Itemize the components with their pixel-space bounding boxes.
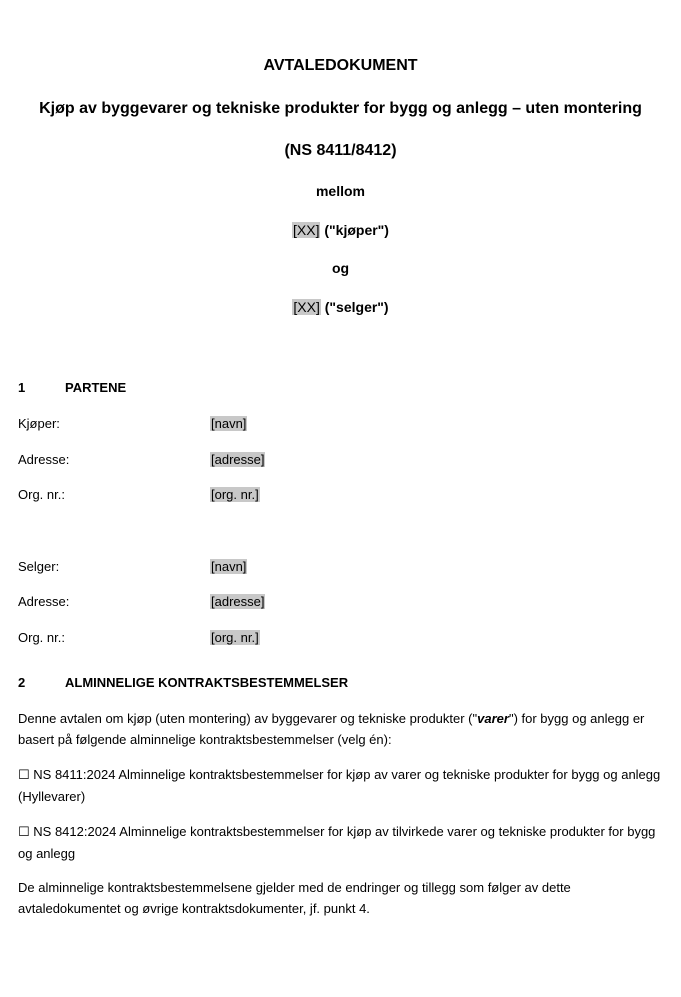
- section2-closing: De alminnelige kontraktsbestemmelsene gjelder med de endringer og tillegg som følger av dette avtaledokumentet og øvrige kontraktsdokumenter, jf. punkt 4.: [18, 880, 571, 916]
- document-subtitle: Kjøp av byggevarer og tekniske produkter for bygg og anlegg – uten montering: [39, 100, 642, 117]
- seller-org-row: [18, 630, 260, 645]
- seller-name-row: [18, 559, 247, 574]
- intro-text-after: ") for bygg og anlegg er basert på følgende alminnelige kontraktsbestemmelser (velg én):: [18, 711, 645, 747]
- party2-line: [0, 299, 681, 315]
- buyer-org-row: [18, 487, 260, 502]
- seller-address-label: Adresse:: [18, 594, 70, 609]
- section2-heading: [18, 675, 348, 690]
- party1-role: ("kjøper"): [320, 222, 389, 238]
- party2-role: ("selger"): [320, 299, 389, 315]
- section2-title: ALMINNELIGE KONTRAKTSBESTEMMELSER: [65, 675, 349, 690]
- party1-line: [0, 222, 681, 238]
- buyer-name-label: Kjøper:: [18, 416, 60, 431]
- seller-address-row: [18, 594, 265, 609]
- intro-text-before: Denne avtalen om kjøp (uten montering) av byggevarer og tekniske produkter (": [18, 711, 478, 726]
- buyer-address-row: [18, 452, 265, 467]
- section1-number: 1: [18, 380, 26, 395]
- seller-name-field[interactable]: [navn]: [211, 559, 247, 574]
- option-ns8412: [18, 821, 664, 864]
- ns8412-checkbox[interactable]: ☐: [18, 825, 30, 840]
- ns8411-option-text: NS 8411:2024 Alminnelige kontraktsbestemmelser for kjøp av varer og tekniske produkter for bygg og anlegg (Hyllevarer): [18, 767, 661, 804]
- seller-org-field[interactable]: [org. nr.]: [211, 630, 259, 645]
- option-ns8411: [18, 764, 664, 807]
- buyer-address-field[interactable]: [adresse]: [211, 452, 265, 467]
- document-title: AVTALEDOKUMENT: [263, 57, 418, 74]
- buyer-name-field[interactable]: [navn]: [211, 416, 247, 431]
- intro-term: varer: [477, 711, 509, 726]
- standard-reference: (NS 8411/8412): [284, 142, 397, 159]
- party1-placeholder[interactable]: [XX]: [293, 222, 320, 238]
- seller-name-label: Selger:: [18, 559, 60, 574]
- section1-heading: [18, 380, 126, 395]
- between-label: mellom: [315, 183, 365, 199]
- ns8411-checkbox[interactable]: ☐: [18, 768, 30, 783]
- buyer-org-label: Org. nr.:: [18, 487, 65, 502]
- party2-placeholder[interactable]: [XX]: [293, 299, 320, 315]
- buyer-name-row: [18, 416, 247, 431]
- ns8412-option-text: NS 8412:2024 Alminnelige kontraktsbestemmelser for kjøp av tilvirkede varer og tekniske produkter for bygg og anlegg: [18, 824, 656, 861]
- section2-intro: [18, 708, 664, 750]
- and-label: og: [331, 260, 350, 276]
- buyer-org-field[interactable]: [org. nr.]: [211, 487, 259, 502]
- buyer-address-label: Adresse:: [18, 452, 70, 467]
- seller-org-label: Org. nr.:: [18, 630, 65, 645]
- section2-number: 2: [18, 675, 26, 690]
- seller-address-field[interactable]: [adresse]: [211, 594, 265, 609]
- section1-title: PARTENE: [65, 380, 127, 395]
